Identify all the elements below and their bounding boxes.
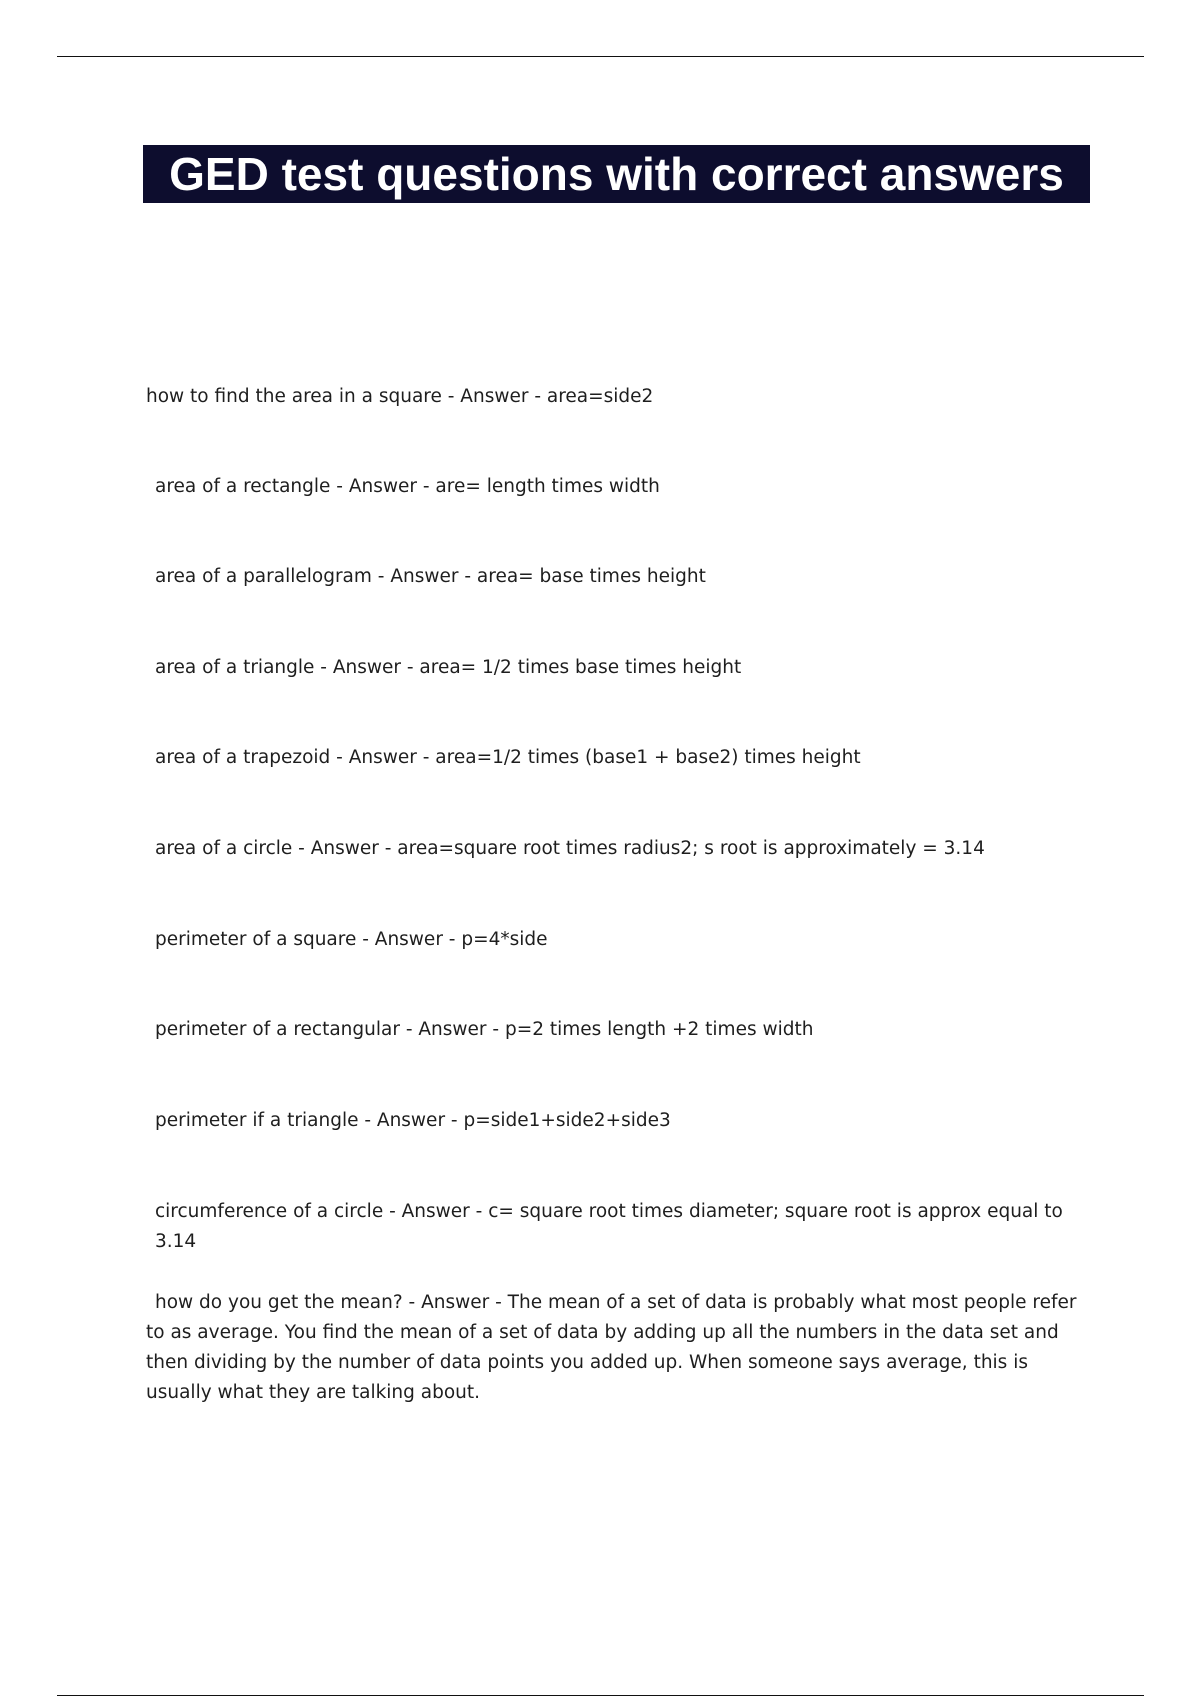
qa-item-3: area of a parallelogram - Answer - area= base times height [155,566,706,587]
qa-item-6: area of a circle - Answer - area=square root times radius2; s root is approximately = 3.14 [155,838,985,859]
qa-item-7: perimeter of a square - Answer - p=4*side [155,929,548,950]
qa-item-1: how to find the area in a square - Answer - area=side2 [146,386,654,407]
document-title: GED test questions with correct answers [169,148,1064,200]
qa-item-8: perimeter of a rectangular - Answer - p=2 times length +2 times width [155,1019,814,1040]
title-banner [143,145,1090,203]
qa-item-2: area of a rectangle - Answer - are= length times width [155,476,660,497]
qa-item-4: area of a triangle - Answer - area= 1/2 times base times height [155,657,742,678]
footer-rule [57,1695,1144,1696]
qa-item-10: circumference of a circle - Answer - c= square root times diameter; square root is approx equal to 3.14 [155,1201,1063,1252]
header-rule [57,56,1144,57]
qa-item-5: area of a trapezoid - Answer - area=1/2 times (base1 + base2) times height [155,747,861,768]
qa-item-9: perimeter if a triangle - Answer - p=side1+side2+side3 [155,1110,671,1131]
qa-item-11: how do you get the mean? - Answer - The mean of a set of data is probably what most people refer to as average. You find the mean of a set of data by adding up all the numbers in the data set and then dividing by the number of data points you added up. When someone says average, this is usually what they are talking about. [146,1292,1077,1403]
